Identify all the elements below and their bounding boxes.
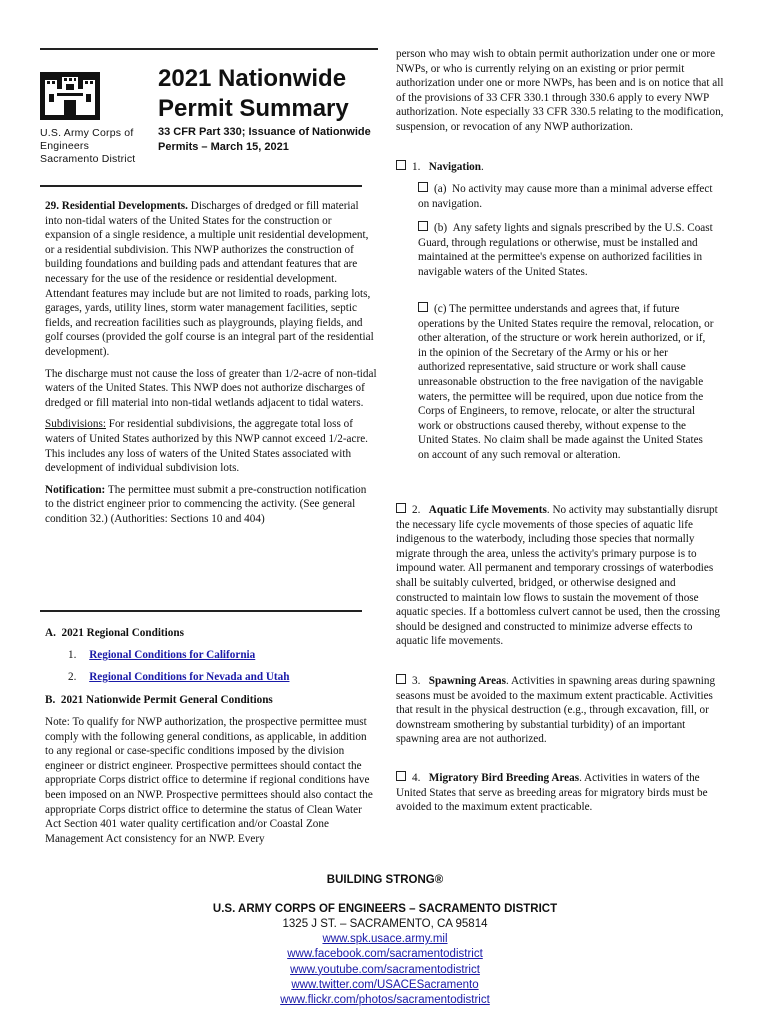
navigation-b-checkbox[interactable] [418, 221, 428, 231]
footer-tagline: BUILDING STRONG® [326, 874, 444, 886]
bird-breeding-block [396, 771, 726, 815]
note-block [45, 715, 377, 846]
bird-breeding-number: 4. [412, 772, 421, 784]
note-paragraph: Note: To qualify for NWP authorization, the prospective permittee must comply with the following general conditions, as applicable, in addition to any regional or case-specific conditions imposed by the division engineer or district engineer. Prospective permittees should contact the appropriate Corps district office to determine if regional conditions have been imposed on an NWP. Prospective permittees should also contact the appropriate Corps district office to determine the status of Clean Water Act Section 401 water quality certification and/or Coastal Zone Management Act consistency for an NWP. Every [45, 716, 373, 845]
aquatic-life-number: 2. [412, 504, 421, 516]
navigation-number: 1. [412, 161, 421, 173]
navigation-checkbox[interactable] [396, 160, 406, 170]
footer-link-list [0, 932, 770, 1008]
footer-link-website[interactable]: www.spk.usace.army.mil [322, 933, 448, 945]
navigation-heading: 1. Navigation. [396, 160, 484, 175]
spawning-areas-block [396, 674, 726, 747]
navigation-a-checkbox[interactable] [418, 182, 428, 192]
header-bottom-rule [40, 185, 362, 187]
notification-paragraph [45, 483, 377, 527]
footer-link-facebook[interactable]: www.facebook.com/sacramentodistrict [287, 948, 483, 961]
page-subtitle-line: Permits – March 15, 2021 [158, 141, 289, 153]
discharge-paragraph: The discharge must not cause the loss of greater than 1/2-acre of non-tidal waters of the United States. This NWP does not authorize discharges of dredged or fill material into non-tidal wetlands adjacent to tidal waters. [45, 367, 377, 409]
general-conditions-heading-text: B. 2021 Nationwide Permit General Conditions [45, 694, 273, 706]
general-conditions-heading [45, 693, 273, 708]
regional-conditions-california-link[interactable]: Regional Conditions for California [89, 649, 256, 661]
subdivisions-body: For residential subdivisions, the aggregate total loss of waters of United States authorized by this NWP cannot exceed 1/2-acre. This includes any loss of waters of the United States associated with development of individual subdivision lots. [45, 418, 368, 475]
navigation-b [418, 221, 714, 279]
spawning-areas-checkbox[interactable] [396, 674, 406, 684]
page-title-line: Permit Summary [158, 95, 349, 122]
aquatic-life-checkbox[interactable] [396, 503, 406, 513]
intro-paragraph: person who may wish to obtain permit authorization under one or more NWPs, or who is currently relying on an existing or prior permit authorization under one or more NWPs, has been and is on notice that all of the provisions of 33 CFR 330.1 through 330.6 apply to every NWP authorization. Note especially 33 CFR 330.5 relating to the modification, suspension, or revocation of any NWP authorization. [396, 48, 724, 133]
navigation-a-text: (a) No activity may cause more than a minimal adverse effect on navigation. [418, 183, 713, 210]
spawning-areas-paragraph [396, 674, 726, 747]
notification-body: The permittee must submit a pre-construction notification to the district engineer prior to commencing the activity. (See general condition 32.) (Authorities: Sections 10 and 404) [45, 483, 367, 525]
notification-label: Notification: [45, 483, 106, 496]
org-line: U.S. Army Corps of [40, 127, 134, 139]
spawning-areas-body: . Activities in spawning areas during spawning seasons must be avoided to the maximum extent practicable. Activities that result in the physical destruction (e.g., through excavation, fill, or downstream smothering by substantial turbidity) of an important spawning area are not authorized. [396, 675, 716, 746]
nwp29-body: Discharges of dredged or fill material into non-tidal waters of the United States for the construction or expansion of a single residence, a multiple unit residential development, or a residential subdivision. This NWP authorizes the construction of building foundations and building pads and attendant features that are necessary for the use of the residence or residential development. Attendant features may include but are not limited to roads, parking lots, garages, yards, utility lines, storm water management facilities, septic fields, and recreation facilities such as playgrounds, playing fields, and golf courses (provided the golf course is an integral part of the residential development). [45, 200, 374, 358]
navigation-c-block [418, 302, 714, 463]
bird-breeding-title: Migratory Bird Breeding Areas [428, 772, 580, 784]
footer-address: 1325 J ST. – SACRAMENTO, CA 95814 [282, 918, 488, 930]
regional-link-item [68, 648, 255, 663]
regional-link-item [68, 670, 289, 685]
aquatic-life-title: Aquatic Life Movements [428, 504, 547, 516]
aquatic-life-block [396, 503, 726, 649]
regional-link-number: 1. [68, 649, 77, 661]
aquatic-life-paragraph [396, 503, 726, 649]
navigation-a [418, 182, 714, 211]
bird-breeding-paragraph [396, 771, 726, 815]
bird-breeding-checkbox[interactable] [396, 771, 406, 781]
aquatic-life-body: . No activity may substantially disrupt the necessary life cycle movements of those species of aquatic life indigenous to the waterbody, including those species that normally migrate through the area, unless the activity's primary purpose is to impound water. All permanent and temporary crossings of waterbodies shall be suitably culverted, bridged, or otherwise designed and constructed to maintain low flows to sustain the movement of those aquatic species. If a bottomless culvert cannot be used, then the crossing should be designed and constructed to minimize adverse effects to aquatic life movements. [396, 504, 721, 648]
usace-castle-logo [40, 72, 100, 120]
subdivisions-paragraph [45, 417, 377, 475]
left-column [45, 199, 377, 526]
footer [0, 873, 770, 1008]
navigation-c-checkbox[interactable] [418, 302, 428, 312]
subdivisions-label: Subdivisions: [45, 418, 106, 431]
page-title [158, 64, 349, 124]
regional-conditions-nevada-utah-link[interactable]: Regional Conditions for Nevada and Utah [89, 671, 290, 683]
spawning-areas-number: 3. [412, 675, 421, 687]
org-line: Sacramento District [40, 153, 136, 165]
footer-link-flickr[interactable]: www.flickr.com/photos/sacramentodistrict [280, 994, 490, 1007]
footer-org: U.S. ARMY CORPS OF ENGINEERS – SACRAMENTO DISTRICT [212, 903, 558, 915]
spawning-areas-title: Spawning Areas [428, 675, 506, 687]
org-name [40, 127, 135, 166]
page-title-line: 2021 Nationwide [158, 65, 347, 92]
navigation-c [418, 302, 714, 463]
left-section-rule [40, 610, 362, 612]
regional-conditions-heading-text: A. 2021 Regional Conditions [45, 627, 184, 639]
page-subtitle [158, 125, 371, 155]
regional-conditions-heading [45, 626, 184, 641]
right-column-intro [396, 47, 726, 135]
bird-breeding-body: . Activities in waters of the United States that serve as breeding areas for migratory birds must be avoided to the maximum extent practicable. [396, 772, 708, 814]
nwp29-heading: 29. Residential Developments. [45, 200, 188, 212]
navigation-a-block [418, 182, 714, 211]
navigation-b-block [418, 221, 714, 279]
footer-link-twitter[interactable]: www.twitter.com/USACESacramento [291, 978, 479, 991]
navigation-c-text: (c) The permittee understands and agrees that, if future operations by the United States require the removal, relocation, or other alteration, of the structure or work herein authorized, or if, in the opinion of the Secretary of the Army or his or her authorized representative, said structure or work shall cause unreasonable obstruction to the free navigation of the navigable waters, the permittee will be required, upon due notice from the Corps of Engineers, to remove, relocate, or alter the structural work or obstructions caused thereby, without expense to the United States. No claim shall be made against the United States on account of any such removal or alteration. [418, 303, 714, 461]
navigation-title: Navigation [428, 161, 481, 173]
page-subtitle-line: 33 CFR Part 330; Issuance of Nationwide [158, 126, 371, 138]
regional-link-number: 2. [68, 671, 77, 683]
org-line: Engineers [40, 140, 90, 152]
header-top-rule [40, 48, 378, 50]
nwp29-paragraph [45, 199, 377, 360]
navigation-b-text: (b) Any safety lights and signals prescribed by the U.S. Coast Guard, through regulations or otherwise, must be installed and maintained at the permittee's expense on authorized facilities in navigable waters of the United States. [418, 222, 713, 278]
footer-link-youtube[interactable]: www.youtube.com/sacramentodistrict [290, 963, 480, 976]
